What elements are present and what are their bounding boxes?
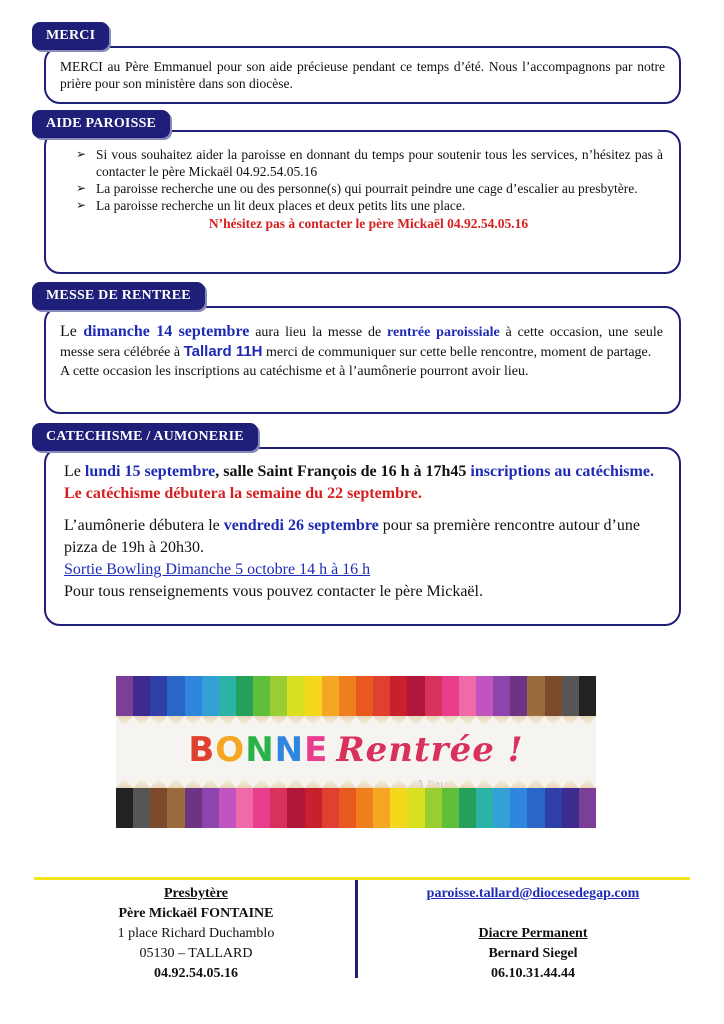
pencil-icon	[476, 676, 493, 716]
pencil-icon	[459, 676, 476, 716]
pencil-icon	[545, 676, 562, 716]
pencil-icon	[219, 676, 236, 716]
presbytere-phone: 04.92.54.05.16	[154, 966, 238, 981]
bonne-rentree-banner	[116, 676, 596, 828]
pencil-icon	[236, 676, 253, 716]
banner-letter: O	[215, 730, 246, 770]
diacre-name: Bernard Siegel	[488, 946, 578, 961]
pencil-icon	[236, 788, 253, 828]
messe-section	[44, 282, 681, 414]
catechisme-section	[44, 423, 681, 626]
pencil-icon	[407, 788, 424, 828]
pencil-icon	[253, 676, 270, 716]
aide-tab: AIDE PAROISSE	[32, 110, 170, 138]
pencil-icon	[442, 788, 459, 828]
bowling-link[interactable]: Sortie Bowling Dimanche 5 octobre 14 h à 16 h	[64, 561, 371, 578]
pencil-icon	[202, 788, 219, 828]
presbytere-title: Presbytère	[163, 886, 228, 901]
aumonerie-paragraph: L’aumônerie débutera le vendredi 26 septembre pour sa première rencontre autour d’une pizza de 19h à 20h30.	[64, 517, 640, 556]
pencil-icon	[287, 676, 304, 716]
pencil-icon	[322, 788, 339, 828]
aide-item: ➢ La paroisse recherche un lit deux places et deux petits lits une place.	[76, 198, 466, 213]
merci-tab: MERCI	[32, 22, 109, 50]
messe-paragraph-2: A cette occasion les inscriptions au catéchisme et à l’aumônerie pourront avoir lieu.	[60, 364, 529, 379]
footer-column-divider	[355, 880, 358, 978]
pencil-icon	[356, 676, 373, 716]
pencil-icon	[425, 788, 442, 828]
diacre-phone: 06.10.31.44.44	[491, 966, 575, 981]
pencil-icon	[219, 788, 236, 828]
presbytere-address: 1 place Richard Duchamblo	[117, 926, 275, 941]
aide-contact: N’hésitez pas à contacter le père Mickaël 04.92.54.05.16	[208, 216, 529, 231]
pencil-icon	[476, 788, 493, 828]
aide-list	[74, 146, 663, 214]
pencil-icon	[133, 788, 150, 828]
presbytere-name: Père Mickaël FONTAINE	[118, 906, 274, 921]
pencils-top	[116, 676, 596, 716]
pencil-icon	[305, 676, 322, 716]
arrow-bullet-icon: ➢	[76, 147, 87, 161]
pencil-icon	[270, 676, 287, 716]
pencil-icon	[442, 676, 459, 716]
presbytere-contact	[80, 884, 312, 984]
banner-title	[116, 730, 596, 770]
banner-rentree: Rentrée !	[336, 730, 524, 770]
catechisme-contact: Pour tous renseignements vous pouvez contacter le père Mickaël.	[64, 583, 483, 600]
messe-content	[60, 322, 663, 381]
pencil-icon	[510, 676, 527, 716]
pencil-icon	[253, 788, 270, 828]
pencils-bottom	[116, 788, 596, 828]
spacer	[378, 904, 688, 924]
banner-letter: N	[245, 730, 275, 770]
pencil-icon	[133, 676, 150, 716]
pencil-icon	[322, 676, 339, 716]
pencil-icon	[390, 676, 407, 716]
pencil-icon	[510, 788, 527, 828]
pencil-icon	[373, 676, 390, 716]
pencil-icon	[167, 676, 184, 716]
pencil-icon	[305, 788, 322, 828]
pencil-icon	[167, 788, 184, 828]
aide-item: ➢ La paroisse recherche une ou des personne(s) qui pourrait peindre une cage d’escalier au presbytère.	[76, 181, 638, 196]
catechisme-content	[64, 461, 663, 603]
arrow-bullet-icon: ➢	[76, 198, 87, 212]
messe-tab: MESSE DE RENTREE	[32, 282, 205, 310]
messe-paragraph: Le dimanche 14 septembre aura lieu la messe de rentrée paroissiale à cette occasion, une seule messe sera célébrée à Tallard 11H merci de communiquer sur cette belle rencontre, moment de partage.	[60, 323, 663, 360]
email-link[interactable]: paroisse.tallard@diocesedegap.com	[426, 886, 640, 901]
aide-item: ➢ Si vous souhaitez aider la paroisse en donnant du temps pour soutenir tous les services, n’hésitez pas à contacter le père Mickaël 04.92.54.05.16	[76, 147, 663, 179]
merci-section	[44, 22, 681, 104]
pencil-icon	[493, 788, 510, 828]
pencil-icon	[116, 676, 133, 716]
pencil-icon	[545, 788, 562, 828]
pencil-icon	[185, 676, 202, 716]
pencil-icon	[270, 788, 287, 828]
catechisme-tab: CATECHISME / AUMONERIE	[32, 423, 258, 451]
pencil-icon	[579, 788, 596, 828]
pencil-icon	[150, 788, 167, 828]
merci-text: MERCI au Père Emmanuel pour son aide précieuse pendant ce temps d’été. Nous l’accompagnons par notre prière pour son ministère dans son diocèse.	[60, 59, 665, 91]
banner-letter: E	[304, 730, 329, 770]
diacre-contact	[378, 884, 688, 984]
diacre-title: Diacre Permanent	[478, 926, 588, 941]
pencil-icon	[527, 788, 544, 828]
banner-letter: B	[188, 730, 216, 770]
pencil-icon	[562, 676, 579, 716]
banner-subtitle: tous	[428, 778, 454, 792]
pencil-icon	[287, 788, 304, 828]
pencil-icon	[407, 676, 424, 716]
pencil-icon	[356, 788, 373, 828]
presbytere-city: 05130 – TALLARD	[139, 946, 253, 961]
pencil-icon	[150, 676, 167, 716]
pencil-icon	[562, 788, 579, 828]
aide-content	[74, 146, 663, 232]
footer-divider-line	[34, 877, 690, 880]
pencil-icon	[116, 788, 133, 828]
pencil-icon	[339, 788, 356, 828]
pencil-icon	[579, 676, 596, 716]
pencil-icon	[493, 676, 510, 716]
banner-letter: N	[274, 730, 305, 770]
pencil-icon	[373, 788, 390, 828]
pencil-icon	[339, 676, 356, 716]
catechisme-paragraph: Le lundi 15 septembre, salle Saint François de 16 h à 17h45 inscriptions au catéchisme. Le catéchisme débutera la semaine du 22 septembre.	[64, 463, 654, 502]
pencil-icon	[185, 788, 202, 828]
pencil-icon	[425, 676, 442, 716]
aide-section	[44, 110, 681, 274]
pencil-icon	[390, 788, 407, 828]
pencil-icon	[202, 676, 219, 716]
pencil-icon	[459, 788, 476, 828]
arrow-bullet-icon: ➢	[76, 181, 87, 195]
pencil-icon	[527, 676, 544, 716]
